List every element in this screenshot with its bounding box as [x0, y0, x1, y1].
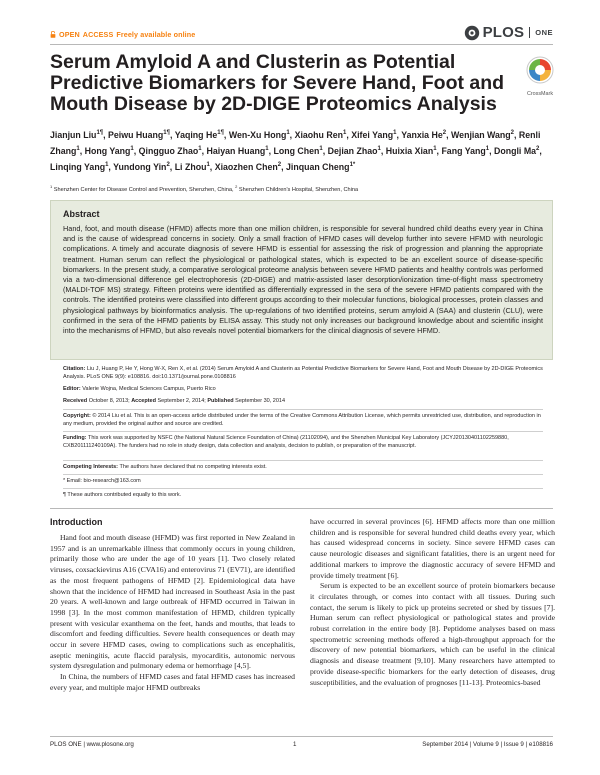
header-rule	[50, 44, 553, 45]
author-name[interactable]	[85, 146, 137, 156]
author-affiliation-mark: 1	[105, 161, 109, 168]
author-name[interactable]	[50, 162, 111, 172]
plos-one-wordmark: ONE	[535, 28, 553, 37]
affiliation-text: Shenzhen Children's Hospital, Shenzhen, China	[238, 186, 359, 193]
dates	[63, 398, 543, 406]
author-name-text: Yanxia He	[401, 129, 443, 140]
author-affiliation-mark: 1	[206, 161, 210, 168]
meta-divider	[63, 488, 543, 489]
author-name[interactable]	[113, 162, 172, 172]
author-name-text: Xiaozhen Chen	[214, 161, 278, 172]
author-separator: ,	[169, 129, 173, 140]
author-separator: ,	[223, 129, 227, 140]
author-affiliation-mark: 2	[442, 130, 447, 136]
crossmark-icon	[526, 56, 554, 84]
author-name-text: Dejian Zhao	[327, 145, 378, 156]
funding	[63, 435, 543, 450]
author-name-text: Huixia Xian	[385, 145, 434, 156]
plos-wordmark: PLOS	[482, 24, 525, 41]
author-name[interactable]	[494, 146, 542, 156]
author-affiliation-mark: 1¶	[163, 130, 170, 136]
author-affiliation-mark: 1	[319, 145, 323, 152]
author-separator: ,	[380, 145, 384, 156]
author-name[interactable]	[229, 130, 292, 140]
author-name-text: Long Chen	[273, 145, 320, 156]
intro-column-left	[50, 533, 295, 694]
open-access-lock-icon	[50, 31, 56, 38]
received-label: Received	[63, 398, 88, 404]
plos-one-logo[interactable]	[464, 24, 553, 41]
crossmark-badge[interactable]	[520, 56, 560, 97]
author-name[interactable]	[207, 146, 271, 156]
competing-text: The authors have declared that no competing interests exist.	[119, 464, 267, 470]
author-name[interactable]	[441, 146, 491, 156]
author-separator: ,	[446, 129, 449, 140]
author-separator: ,	[489, 145, 492, 156]
author-affiliation-mark: 1¶	[96, 130, 104, 136]
intro-paragraph: In China, the numbers of HFMD cases and fatal HFMD cases has increased every year, and multiple major HFMD outbreaks	[50, 672, 295, 692]
footer-journal[interactable]: PLOS ONE | www.plosone.org	[50, 741, 134, 748]
author-affiliation-mark: 1	[198, 145, 202, 152]
author-name[interactable]	[50, 130, 106, 140]
competing-interests	[63, 464, 543, 472]
author-name-text: Xifei Yang	[351, 129, 394, 140]
accepted-label: Accepted	[131, 398, 156, 404]
author-name[interactable]	[273, 146, 325, 156]
author-name-text: Jianjun Liu	[50, 129, 97, 140]
intro-column-right	[310, 517, 555, 688]
author-affiliation-mark: 1	[433, 145, 437, 152]
author-name-text: Qingguo Zhao	[138, 145, 199, 156]
footer-issue: September 2014 | Volume 9 | Issue 9 | e108816	[422, 741, 553, 748]
author-name-text: Renli Zhang	[50, 129, 541, 156]
author-separator: ,	[79, 145, 83, 156]
affiliation-number: 1	[50, 184, 53, 189]
abstract-text: Hand, foot, and mouth disease (HFMD) affects more than one million children, is responsible for several hundred child deaths every year in China and is the cause of widespread concerns in society. Only a small fraction of HFMD cases will develop further into severe HFMD with neurologic complications. A timely and accurate diagnosis of severe HFMD is essential for assessing the risk of progression and planning the appropriate treatment. Human serum can reflect the physiological or pathological states, which is expected to be an excellent source of disease-specific biomarkers. In the present study, a comparative serological proteome analysis between severe HFMD patients and healthy controls was performed via a two-dimensional difference gel electrophoresis (2D-DIGE) and matrix-assisted laser desorption/ionization time-of-flight mass spectrometry (MALDI-TOF MS) strategy. Fifteen proteins were identified as differentially expressed in the sera of the severe HFMD patients compared with the controls. The identified proteins were classified into different groups according to their molecular functions, biological processes, protein classes and physiological pathways by bioinformatics analysis. The up-regulations of two identified proteins, serum amyloid A (SAA) and clusterin (CLU), were confirmed in the sera of the HFMD patients by ELISA assay. This study not only increases our background knowledge about and scientific insight into the mechanisms of HFMD, but also reveals novel potential biomarkers for the clinical diagnosis of severe HFMD.	[63, 224, 543, 336]
author-name[interactable]	[401, 130, 448, 140]
intro-paragraph: have occurred in several provinces [6]. HFMD affects more than one million children and is responsible for several hundred child deaths every year, which has caused widespread concerns in society. Since severe HFMD cases can cause neurologic diseases and significant fatalities, there is an urgent need for additional markers to improve the diagnostic accuracy of severe HFMD and provide timely treatment [6].	[310, 517, 555, 580]
author-separator: ,	[346, 129, 349, 140]
affiliations	[50, 184, 555, 193]
copyright-label: Copyright:	[63, 413, 91, 419]
author-name[interactable]	[175, 130, 227, 140]
author-name-text: Li Zhou	[174, 161, 207, 172]
copyright-text: © 2014 Liu et al. This is an open-access article distributed under the terms of the Creative Commons Attribution License, which permits unrestricted use, distribution, and reproduction in any medium, provided the original author and source are credited.	[63, 413, 541, 427]
oa-access: ACCESS	[82, 30, 114, 39]
author-affiliation-mark: 1*	[349, 161, 356, 168]
author-separator: ,	[539, 145, 542, 156]
author-separator: ,	[169, 161, 173, 172]
author-affiliation-mark: 1	[76, 145, 80, 152]
author-separator: ,	[201, 145, 205, 156]
author-name[interactable]	[286, 162, 355, 172]
author-name[interactable]	[351, 130, 399, 140]
author-list	[50, 126, 555, 174]
author-affiliation-mark: 2	[277, 161, 282, 168]
author-separator: ,	[436, 145, 439, 156]
oa-brand: OPEN	[59, 30, 80, 39]
funding-text: This work was supported by NSFC (the National Natural Science Foundation of China) (21102094), and the Shenzhen Municipal Key Laboratory (JCYJ20130401102259880, CXB201111240109A). The funders had no role in study design, data collection and analysis, decision to publish, or preparation of the manuscript.	[63, 435, 509, 449]
author-name[interactable]	[139, 146, 204, 156]
accepted-date: September 2, 2014;	[157, 398, 206, 404]
author-name[interactable]	[295, 130, 349, 140]
author-affiliation-mark: 1	[342, 130, 347, 136]
meta-divider	[63, 431, 543, 432]
author-separator: ,	[322, 145, 326, 156]
intro-paragraph: Serum is expected to be an excellent source of protein biomarkers because it circulates through, or comes into contact with all tissues. During such contact, the serum is likely to pick up proteins secreted or shed by tissues [7]. Human serum can reflect physiological or pathological states and provide robust correlation in the entire body [8]. Peptidome analyses based on mass spectrometric screening methods offered a high-throughput approach for the discovery of new potential biomarkers, which can be useful in the clinical diagnosis and disease treatment [9,10]. Many researchers have attempted to provide disease-specific biomarkers for the early detection of diseases, drug susceptibilities, and the evaluation of prognoses [11-13]. Proteomics-based	[310, 581, 555, 687]
funding-label: Funding:	[63, 435, 87, 441]
editor-text: Valerie Wojna, Medical Sciences Campus, Puerto Rico	[82, 386, 216, 392]
author-name-text: Yundong Yin	[113, 161, 167, 172]
editor	[63, 386, 543, 394]
plos-mark-icon	[464, 25, 480, 41]
author-separator: ,	[281, 161, 284, 172]
open-access-label	[50, 30, 195, 39]
section-divider	[50, 508, 553, 509]
author-name-text: Yaqing He	[174, 129, 218, 140]
article-title: Serum Amyloid A and Clusterin as Potential Predictive Biomarkers for Severe Hand, Foot and Mouth Disease by 2D-DIGE Proteomics Analysis	[50, 51, 505, 115]
abstract-heading: Abstract	[63, 209, 100, 219]
author-separator: ,	[514, 129, 517, 140]
author-name-text: Jinquan Cheng	[286, 161, 350, 172]
author-name-text: Xiaohu Ren	[294, 129, 343, 140]
author-separator: ,	[133, 145, 137, 156]
author-separator: ,	[209, 161, 213, 172]
author-affiliation-mark: 1	[377, 145, 381, 152]
author-affiliation-mark: 1	[130, 145, 134, 152]
editor-label: Editor:	[63, 386, 81, 392]
author-name-text: Peiwu Huang	[108, 129, 164, 140]
page-number: 1	[293, 741, 297, 748]
intro-paragraph: Hand foot and mouth disease (HFMD) was first reported in New Zealand in 1957 and is an unremarkable illness that commonly occurs in young children, primarily those who are under the age of 10 years [1]. Two closely related viruses, coxsackievirus A16 (CVA16) and enterovirus 71 (EV71), are identified as the most frequent pathogens of HFMD [2]. Epidemiological data have shown that the incidence of HFMD had increased in Southeast Asia in the past 20 years. A well-known and large outbreak of HFMD occurred in Taiwan in 1998 [3]. In the most common manifestation of HFMD, children typically present with vesicular exanthema on the feet, hands and mouths, that leads to discomfort and feeding difficulties. Severe health consequences or death may occur in severe HFMD cases, owing to complications such as encephalitis, aseptic meningitis, acute flaccid paralysis, myocarditis, autonomic nervous system dysregulation and pulmonary edema or hemorrhage [4,5].	[50, 533, 295, 671]
author-name-text: Wen-Xu Hong	[228, 129, 287, 140]
author-name[interactable]	[175, 162, 213, 172]
author-separator: ,	[103, 129, 106, 140]
citation-text: Liu J, Huang P, He Y, Hong W-X, Ren X, et al. (2014) Serum Amyloid A and Clusterin as Potential Predictive Biomarkers for Severe Hand, Foot and Mouth Disease by 2D-DIGE Proteomics Analysis. PLoS ONE 9(9): e108816. doi:10.1371/journal.pone.0108816	[63, 366, 543, 380]
crossmark-label: CrossMark	[526, 91, 554, 97]
author-name-text: Linqing Yang	[50, 161, 106, 172]
author-separator: ,	[268, 145, 272, 156]
author-separator: ,	[108, 161, 111, 172]
author-name-text: Haiyan Huang	[206, 145, 266, 156]
author-name-text: Hong Yang	[84, 145, 131, 156]
author-name[interactable]	[386, 146, 439, 156]
footer-rule	[50, 736, 553, 737]
received-date: October 8, 2013;	[88, 398, 130, 404]
meta-divider	[63, 474, 543, 475]
citation-label: Citation:	[63, 366, 86, 372]
equal-contribution-note: ¶ These authors contributed equally to this work.	[63, 492, 182, 498]
author-separator: ,	[289, 129, 293, 140]
author-affiliation-mark: 1	[286, 130, 290, 136]
affiliation-text: Shenzhen Center for Disease Control and Prevention, Shenzhen, China,	[53, 186, 234, 193]
author-name[interactable]	[215, 162, 284, 172]
oa-tagline: Freely available online	[116, 30, 196, 39]
published-label: Published	[207, 398, 234, 404]
introduction-heading: Introduction	[50, 517, 103, 527]
corresponding-email: * Email: bio-research@163.com	[63, 478, 141, 484]
author-name[interactable]	[328, 146, 384, 156]
author-affiliation-mark: 2	[510, 130, 514, 136]
author-affiliation-mark: 1	[485, 145, 490, 152]
logo-divider	[529, 27, 530, 38]
author-separator: ,	[396, 129, 399, 140]
competing-label: Competing Interests:	[63, 464, 119, 470]
author-affiliation-mark: 2	[536, 145, 540, 152]
author-name[interactable]	[108, 130, 172, 140]
copyright	[63, 413, 543, 428]
author-name-text: Fang Yang	[441, 145, 486, 156]
author-affiliation-mark: 1¶	[217, 130, 224, 136]
author-affiliation-mark: 1	[265, 145, 269, 152]
meta-divider	[63, 460, 543, 461]
meta-divider	[63, 409, 543, 410]
author-name[interactable]	[451, 130, 516, 140]
citation	[63, 366, 543, 381]
author-name-text: Wenjian Wang	[451, 129, 511, 140]
author-affiliation-mark: 2	[166, 161, 170, 168]
author-affiliation-mark: 1	[393, 130, 397, 136]
affiliation-number: 2	[235, 184, 238, 189]
published-date: September 30, 2014	[235, 398, 285, 404]
author-name-text: Dongli Ma	[494, 145, 537, 156]
